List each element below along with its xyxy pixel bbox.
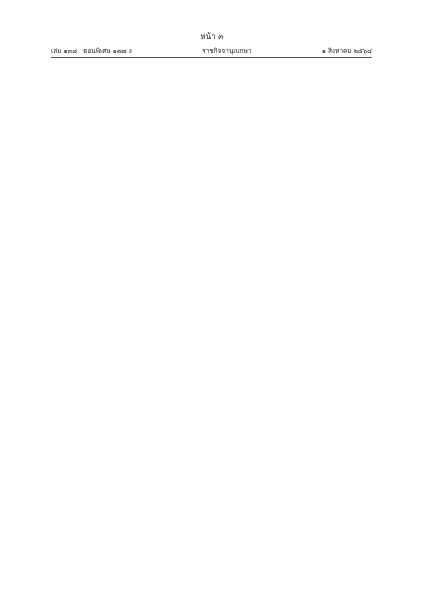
document-body [51, 66, 372, 586]
gazette-header [51, 46, 372, 56]
publication-date: ๑ สิงหาคม ๒๕๖๔ [321, 47, 372, 55]
page-number: หน้า ๓ [200, 32, 224, 41]
gazette-header-left [51, 46, 132, 56]
section-label: ตอนพิเศษ ๑๗๗ ง [83, 47, 132, 55]
volume-label: เล่ม ๑๓๘ [51, 47, 78, 55]
publication-name: ราชกิจจานุเบกษา [202, 47, 252, 55]
header-rule [51, 57, 372, 58]
